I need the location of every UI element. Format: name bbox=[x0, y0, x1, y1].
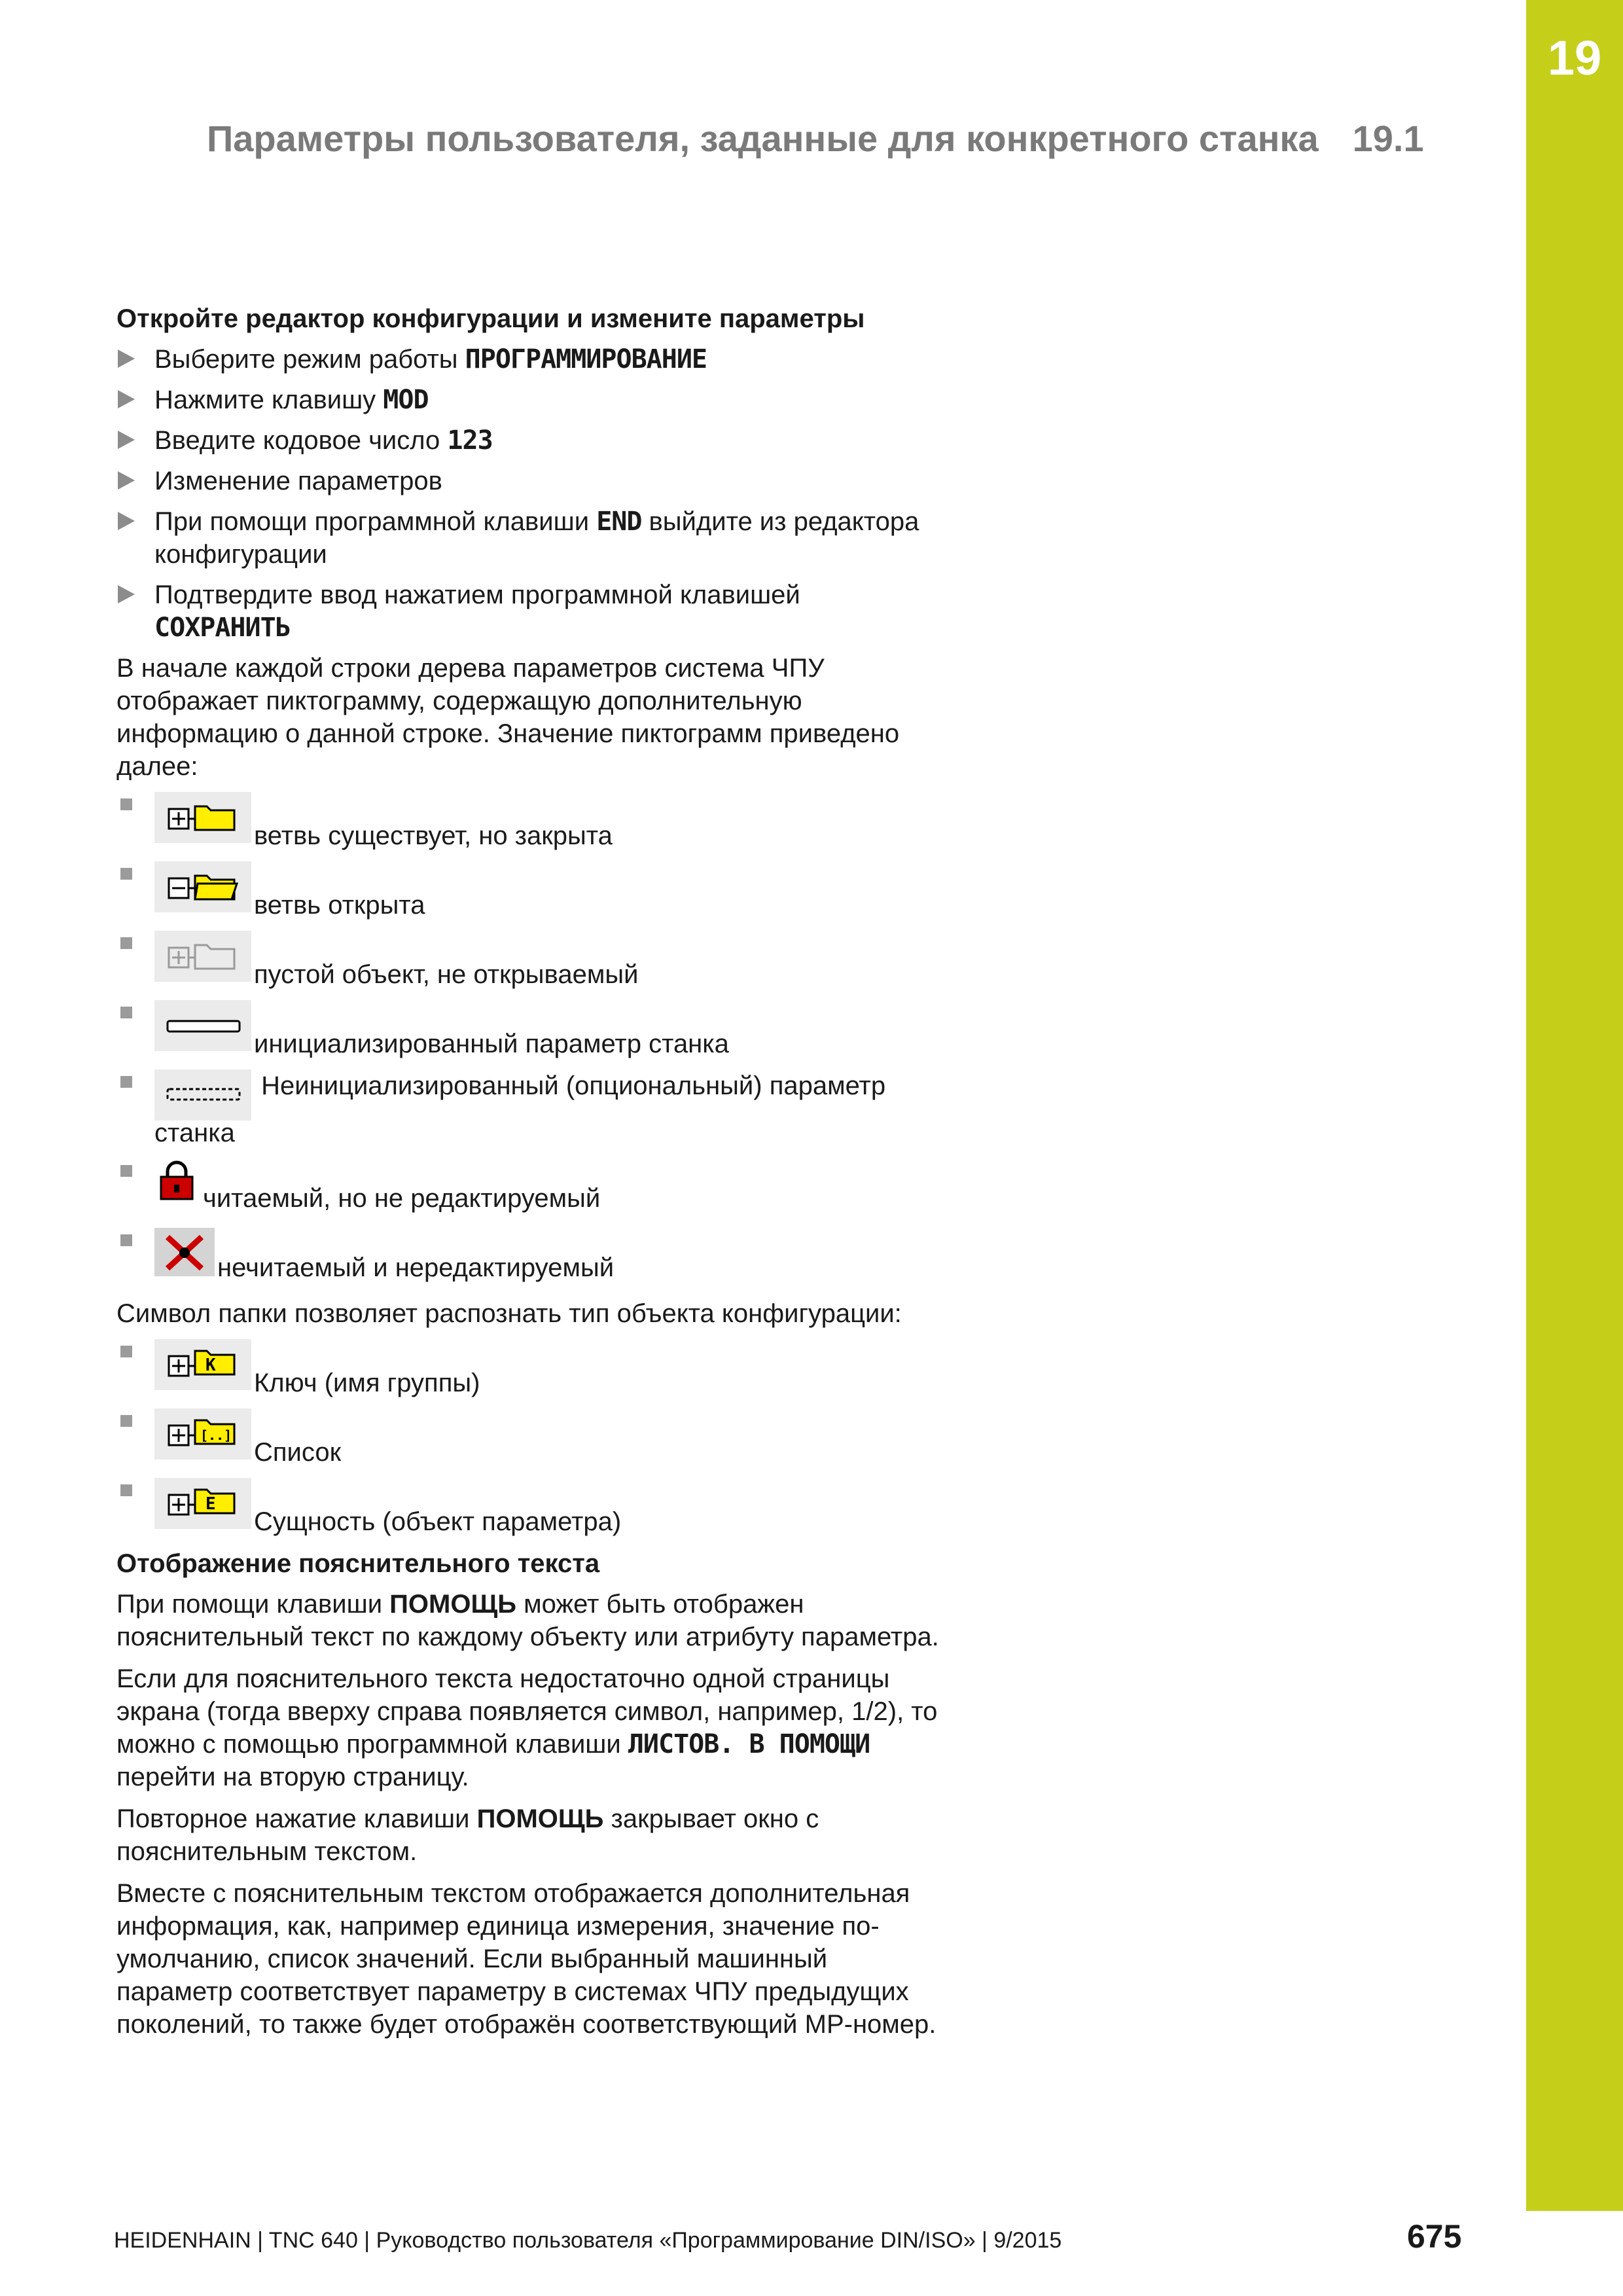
icon-legend-label: ветвь открыта bbox=[254, 891, 425, 920]
section-heading-help-text: Отображение пояснительного текста bbox=[116, 1549, 600, 1578]
section-heading-open-editor: Откройте редактор конфигурации и измените параметры bbox=[116, 304, 865, 333]
page-content bbox=[116, 302, 941, 2050]
icon-legend-item bbox=[116, 1158, 941, 1219]
page-header bbox=[207, 117, 1476, 160]
icon-legend-item bbox=[116, 931, 941, 991]
step-item: При помощи программной клавиши END выйдите из редактора конфигурации bbox=[116, 505, 941, 571]
key-label: ЛИСТОВ. В ПОМОЩИ bbox=[628, 1729, 870, 1759]
lock-icon bbox=[154, 1158, 200, 1207]
icon-legend-label: Неинициализированный (опциональный) параметр станка bbox=[154, 1071, 886, 1147]
folder-list-icon bbox=[154, 1408, 251, 1460]
icon-legend-label: нечитаемый и нередактируемый bbox=[217, 1253, 615, 1282]
uninitialized-parameter-icon bbox=[154, 1069, 251, 1121]
no-access-icon bbox=[154, 1228, 215, 1276]
chapter-number: 19 bbox=[1547, 31, 1602, 85]
folder-type-label: Ключ (имя группы) bbox=[254, 1369, 480, 1397]
step-item: Введите кодовое число 123 bbox=[116, 424, 941, 457]
key-label: 123 bbox=[447, 425, 493, 456]
help-paragraph-3: Повторное нажатие клавиши ПОМОЩЬ закрывает окно с пояснительным текстом. bbox=[116, 1804, 819, 1866]
svg-text:K: K bbox=[205, 1355, 216, 1375]
folder-type-list bbox=[116, 1339, 941, 1538]
icon-intro-paragraph: В начале каждой строки дерева параметров система ЧПУ отображает пиктограмму, содержащую дополнительную информацию о данной строке. Значение пиктограмм приведено далее: bbox=[116, 654, 900, 781]
icon-legend-label: пустой объект, не открываемый bbox=[254, 960, 639, 989]
svg-text:E: E bbox=[205, 1494, 216, 1514]
icon-legend-label: инициализированный параметр станка bbox=[254, 1030, 729, 1058]
key-label: END bbox=[596, 507, 642, 537]
step-item: Нажмите клавишу MOD bbox=[116, 384, 941, 416]
icon-legend-label: ветвь существует, но закрыта bbox=[254, 821, 613, 850]
header-section-number: 19.1 bbox=[1352, 118, 1424, 159]
folder-type-label: Сущность (объект параметра) bbox=[254, 1507, 622, 1536]
page-number: 675 bbox=[1407, 2218, 1462, 2255]
key-label: ПОМОЩЬ bbox=[476, 1804, 604, 1833]
initialized-parameter-icon bbox=[154, 1000, 251, 1051]
key-label: MOD bbox=[383, 385, 429, 415]
folder-closed-plus-icon bbox=[154, 792, 251, 843]
folder-key-icon bbox=[154, 1339, 251, 1390]
help-paragraph-4: Вместе с пояснительным текстом отображается дополнительная информация, как, например единица измерения, значение по-умолчанию, список значений. Если выбранный машинный параметр соответствует параметру в системах ЧПУ предыдущих поколений, то также будет отображён соответствующий МР-номер. bbox=[116, 1879, 936, 2039]
folder-type-item bbox=[116, 1339, 941, 1399]
step-item: Изменение параметров bbox=[116, 465, 941, 497]
key-label: ПОМОЩЬ bbox=[389, 1590, 516, 1619]
key-label: ПРОГРАММИРОВАНИЕ bbox=[465, 344, 707, 374]
folder-intro-paragraph: Символ папки позволяет распознать тип объекта конфигурации: bbox=[116, 1299, 902, 1328]
chapter-sidebar bbox=[1526, 0, 1623, 2211]
folder-open-minus-icon bbox=[154, 861, 251, 912]
step-item: Выберите режим работы ПРОГРАММИРОВАНИЕ bbox=[116, 343, 941, 376]
icon-legend-label: читаемый, но не редактируемый bbox=[203, 1184, 601, 1213]
folder-type-item bbox=[116, 1478, 941, 1538]
step-list bbox=[116, 343, 941, 644]
icon-legend-item bbox=[116, 1228, 941, 1288]
header-title: Параметры пользователя, заданные для конкретного станка bbox=[207, 118, 1319, 159]
footer-text: HEIDENHAIN | TNC 640 | Руководство пользователя «Программирование DIN/ISO» | 9/2015 bbox=[114, 2228, 1062, 2253]
folder-type-label: Список bbox=[254, 1438, 342, 1467]
icon-legend-list bbox=[116, 792, 941, 1288]
help-paragraph-1: При помощи клавиши ПОМОЩЬ может быть отображен пояснительный текст по каждому объекту или атрибуту параметра. bbox=[116, 1590, 939, 1651]
folder-entity-icon bbox=[154, 1478, 251, 1529]
folder-type-item bbox=[116, 1408, 941, 1469]
folder-empty-icon bbox=[154, 931, 251, 982]
icon-legend-item bbox=[116, 1069, 941, 1149]
key-label: СОХРАНИТЬ bbox=[154, 613, 291, 643]
icon-legend-item bbox=[116, 861, 941, 922]
icon-legend-item bbox=[116, 1000, 941, 1060]
svg-text:[..]: [..] bbox=[200, 1427, 232, 1443]
icon-legend-item bbox=[116, 792, 941, 852]
help-paragraph-2: Если для пояснительного текста недостаточно одной страницы экрана (тогда вверху справа появляется символ, например, 1/2), то можно с помощью программной клавиши ЛИСТОВ. В ПОМОЩИ перейти на вторую страницу. bbox=[116, 1664, 938, 1791]
step-item: Подтвердите ввод нажатием программной клавишей СОХРАНИТЬ bbox=[116, 579, 941, 644]
